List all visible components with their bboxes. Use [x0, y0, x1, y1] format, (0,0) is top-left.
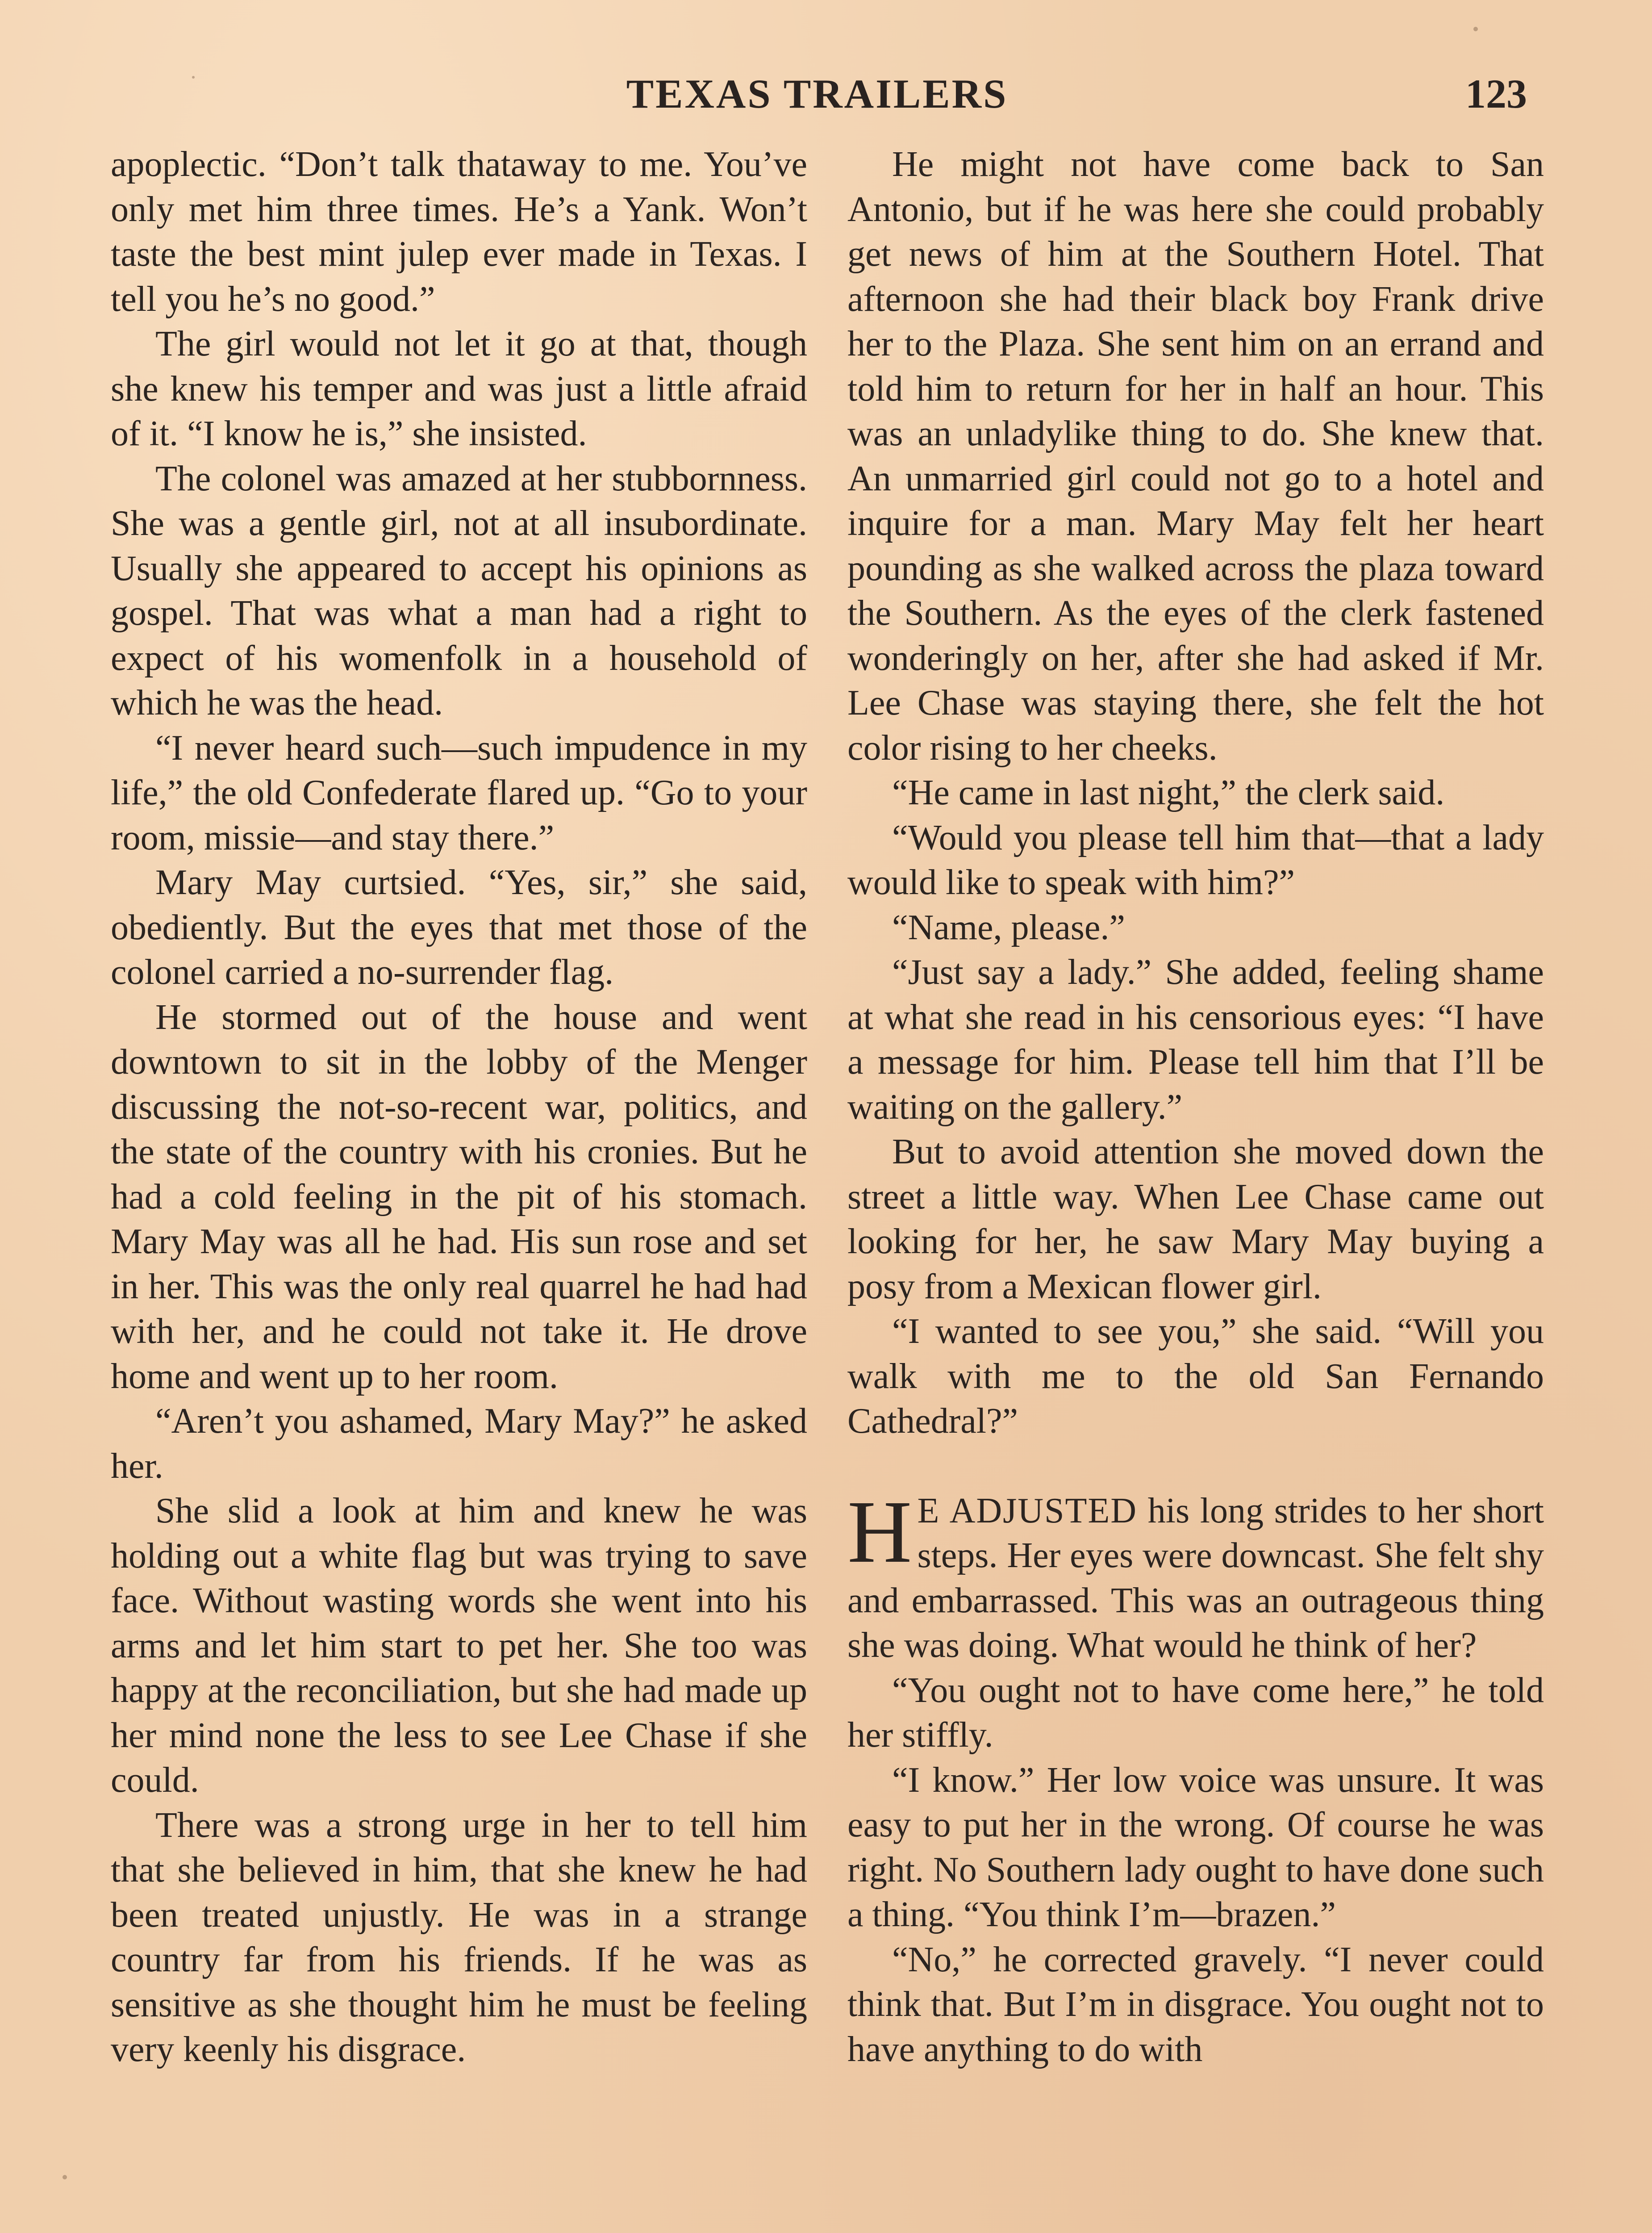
left-column	[111, 142, 807, 2072]
paper-speck	[192, 76, 195, 79]
paper-speck	[63, 2175, 67, 2179]
paragraph: “I wanted to see you,” she said. “Will you walk with me to the old San Fernando Cathedral?”	[847, 1312, 1544, 1441]
paragraph: “Just say a lady.” She added, feeling shame at what she read in his censorious eyes: “I have a message for him. Please tell him that I’ll be waiting on the gallery.”	[847, 953, 1544, 1127]
paper-speck	[1473, 27, 1478, 31]
section-opening-paragraph	[847, 1482, 1544, 1668]
paragraph: “He came in last night,” the clerk said.	[892, 773, 1445, 812]
paragraph: There was a strong urge in her to tell him that she believed in him, that she knew he had been treated unjustly. He was in a strange country far from his friends. If he was as sensitive as she thought him he must be feeling very keenly his disgrace.	[111, 1805, 807, 2069]
page-header	[0, 67, 1652, 121]
lead-caps: E ADJUSTED	[917, 1491, 1138, 1530]
paragraph: The girl would not let it go at that, though she knew his temper and was just a little afraid of it. “I know he is,” she insisted.	[111, 324, 807, 453]
drop-cap: H	[847, 1482, 912, 1581]
paragraph: He stormed out of the house and went downtown to sit in the lobby of the Menger discussing the not-so-recent war, politics, and the state of the country with his cronies. But he had a cold feeling in the pit of his stomach. Mary May was all he had. His sun rose and set in her. This was the only real quarrel he had had with her, and he could not take it. He drove home and went up to her room.	[111, 997, 807, 1396]
lead-text: his long strides to her short steps. Her eyes were downcast. She felt shy and embarrassed. This was an outrageous thing she was doing. What would he think of her?	[847, 1491, 1544, 1665]
paragraph: “You ought not to have come here,” he told her stiffly.	[847, 1670, 1544, 1755]
page-number: 123	[1465, 71, 1527, 117]
paragraph: apoplectic. “Don’t talk thataway to me. You’ve only met him three times. He’s a Yank. Won’t taste the best mint julep ever made in Texas. I tell you he’s no good.”	[111, 145, 807, 319]
right-column	[847, 142, 1544, 2072]
paragraph: “I never heard such—such impudence in my life,” the old Confederate flared up. “Go to your room, missie—and stay there.”	[111, 728, 807, 857]
paragraph: “No,” he corrected gravely. “I never could think that. But I’m in disgrace. You ought not to have anything to do with	[847, 1940, 1544, 2069]
running-title: TEXAS TRAILERS	[626, 71, 1008, 117]
paragraph: The colonel was amazed at her stubbornness. She was a gentle girl, not at all insubordinate. Usually she appeared to accept his opinions as gospel. That was what a man had a right to expect of his womenfolk in a household of which he was the head.	[111, 459, 807, 723]
paragraph: But to avoid attention she moved down the street a little way. When Lee Chase came out looking for her, he saw Mary May buying a posy from a Mexican flower girl.	[847, 1132, 1544, 1306]
paragraph: “Name, please.”	[892, 907, 1125, 947]
paragraph: He might not have come back to San Antonio, but if he was here she could probably get news of him at the Southern Hotel. That afternoon she had their black boy Frank drive her to the Plaza. She sent him on an errand and told him to return for her in half an hour. This was an unladylike thing to do. She knew that. An unmarried girl could not go to a hotel and inquire for a man. Mary May felt her heart pounding as she walked across the plaza toward the Southern. As the eyes of the clerk fastened wonderingly on her, after she had asked if Mr. Lee Chase was staying there, she felt the hot color rising to her cheeks.	[847, 145, 1544, 768]
paragraph: She slid a look at him and knew he was holding out a white flag but was trying to save face. Without wasting words she went into his arms and let him start to pet her. She too was happy at the reconciliation, but she had made up her mind none the less to see Lee Chase if she could.	[111, 1491, 807, 1800]
paragraph: “Aren’t you ashamed, Mary May?” he asked her.	[111, 1401, 807, 1486]
paragraph: Mary May curtsied. “Yes, sir,” she said, obediently. But the eyes that met those of the colonel carried a no-surrender flag.	[111, 863, 807, 992]
paragraph: “I know.” Her low voice was unsure. It was easy to put her in the wrong. Of course he was right. No Southern lady ought to have done such a thing. “You think I’m—brazen.”	[847, 1760, 1544, 1934]
paragraph: “Would you please tell him that—that a lady would like to speak with him?”	[847, 818, 1544, 902]
